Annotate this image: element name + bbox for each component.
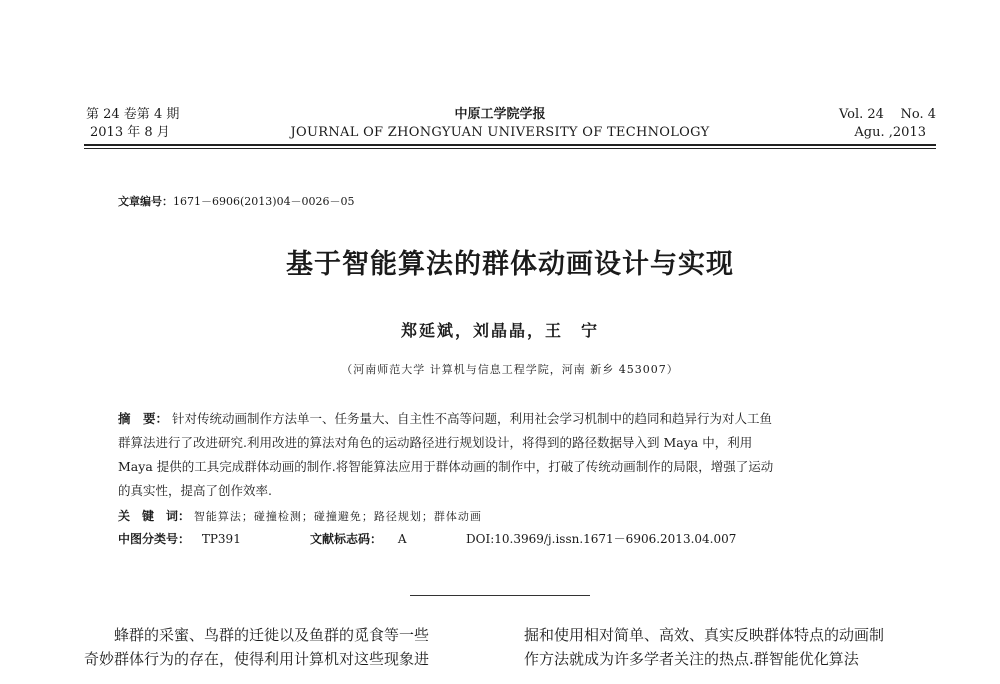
body-left-line-2: 奇妙群体行为的存在，使得利用计算机对这些现象进	[84, 650, 430, 668]
classification-row	[118, 530, 241, 547]
body-right-line-1: 掘和使用相对简单、高效、真实反映群体特点的动画制	[524, 626, 885, 644]
doi: DOI:10.3969/j.issn.1671－6906.2013.04.007	[466, 532, 737, 546]
authors: 郑延斌，刘晶晶，王 宁	[400, 321, 599, 340]
body-left-line-1: 蜂群的采蜜、鸟群的迁徙以及鱼群的觅食等一些	[114, 626, 430, 644]
body-column-left	[84, 623, 494, 671]
header-rule-thick	[84, 144, 936, 146]
abstract-text-line-2: 群算法进行了改进研究.利用改进的算法对角色的运动路径进行规划设计，将得到的路径数据导入到 Maya 中，利用	[118, 435, 753, 450]
article-number	[118, 193, 355, 209]
abstract-text-line-4: 的真实性，提高了创作效率.	[118, 483, 272, 498]
abstract-text-line-3: Maya 提供的工具完成群体动画的制作.将智能算法应用于群体动画的制作中，打破了传统动画制作的局限，增强了运动	[118, 459, 774, 474]
body-column-right	[524, 623, 936, 671]
abstract-text-line-1: 针对传统动画制作方法单一、任务量大、自主性不高等问题，利用社会学习机制中的趋同和趋异行为对人工鱼	[172, 411, 773, 426]
journal-name-cn: 中原工学院学报	[454, 107, 546, 122]
abstract-separator	[410, 595, 590, 596]
document-code	[310, 530, 407, 547]
clc-value: TP391	[201, 532, 241, 546]
volume-issue-en: Vol. 24 No. 4	[838, 107, 936, 122]
article-number-label: 文章编号：	[118, 195, 173, 208]
paper-title: 基于智能算法的群体动画设计与实现	[286, 249, 734, 280]
doc-code-value: A	[397, 532, 407, 546]
abstract	[118, 407, 918, 503]
volume-issue-cn: 第 24 卷第 4 期	[86, 107, 180, 122]
abstract-line	[118, 407, 918, 431]
date-cn: 2013 年 8 月	[90, 125, 170, 140]
keywords-value: 智能算法；碰撞检测；碰撞避免；路径规划；群体动画	[193, 510, 482, 523]
keywords-label: 关 键 词：	[118, 509, 191, 523]
body-right-line-2: 作方法就成为许多学者关注的热点.群智能优化算法	[524, 650, 859, 668]
date-en: Agu. ,2013	[854, 125, 926, 140]
affiliation: （河南师范大学 计算机与信息工程学院，河南 新乡 453007）	[341, 363, 679, 376]
abstract-label: 摘 要：	[118, 411, 169, 426]
doc-code-label: 文献标志码：	[310, 532, 383, 546]
clc-label: 中图分类号：	[118, 532, 191, 546]
journal-name-en: JOURNAL OF ZHONGYUAN UNIVERSITY OF TECHNOLOGY	[290, 125, 710, 140]
keywords	[118, 507, 482, 524]
header-rule-thin	[84, 148, 936, 149]
article-number-value: 1671－6906(2013)04－0026－05	[173, 195, 355, 208]
